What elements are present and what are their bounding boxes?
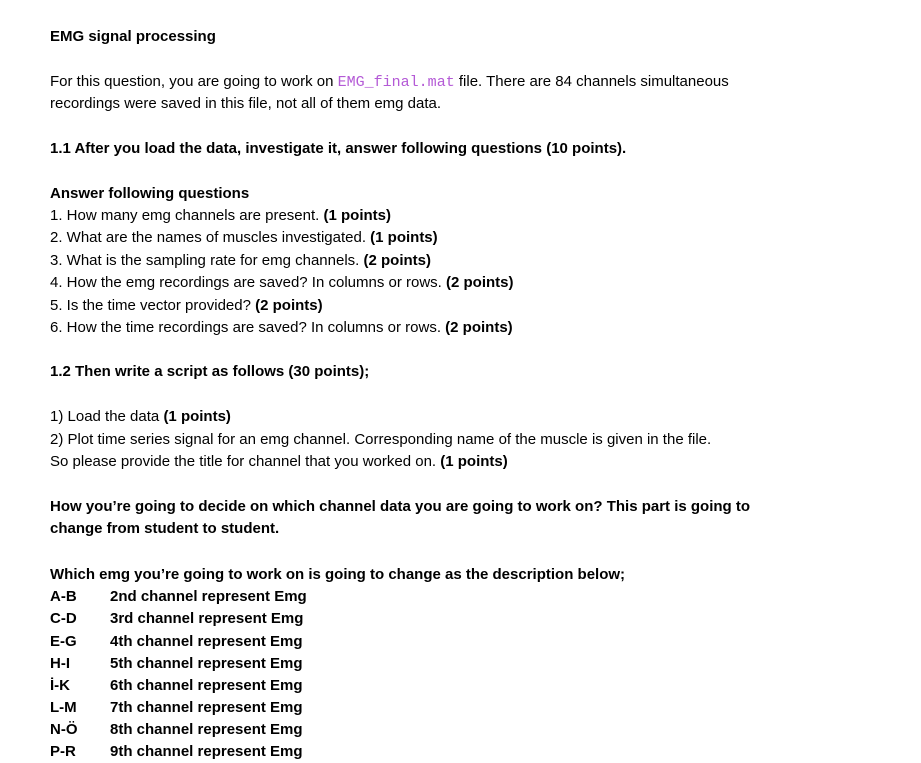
- step-2-line-2: [50, 451, 508, 473]
- range-cell: N-Ö: [50, 721, 78, 738]
- range-cell: P-R: [50, 743, 76, 760]
- question-points: (2 points): [446, 274, 514, 291]
- channel-cell: 4th channel represent Emg: [110, 633, 303, 650]
- question-item: [50, 227, 438, 249]
- question-item: [50, 272, 514, 294]
- question-text: 1. How many emg channels are present.: [50, 207, 324, 224]
- decide-line-1: How you’re going to decide on which channel data you are going to work on? This part is going to: [50, 498, 751, 515]
- range-cell: L-M: [50, 699, 77, 716]
- question-item: [50, 317, 513, 339]
- section-1-heading: 1.1 After you load the data, investigate it, answer following questions (10 points).: [50, 140, 627, 157]
- range-cell: C-D: [50, 610, 77, 627]
- assignment-heading: Which emg you’re going to work on is going to change as the description below;: [50, 566, 626, 583]
- filename: EMG_final.mat: [337, 74, 455, 91]
- question-item: [50, 250, 431, 272]
- range-cell: İ-K: [50, 677, 70, 694]
- step-text: So please provide the title for channel that you worked on.: [50, 453, 441, 470]
- question-text: 3. What is the sampling rate for emg channels.: [50, 252, 364, 269]
- step-points: (1 points): [440, 453, 508, 470]
- question-text: 6. How the time recordings are saved? In columns or rows.: [50, 319, 446, 336]
- question-text: 4. How the emg recordings are saved? In columns or rows.: [50, 274, 447, 291]
- question-points: (2 points): [363, 252, 431, 269]
- intro-prefix: For this question, you are going to work on: [50, 73, 338, 90]
- range-cell: E-G: [50, 633, 77, 650]
- step-text: 1) Load the data: [50, 408, 164, 425]
- range-cell: H-I: [50, 655, 70, 672]
- step-2-line-1: 2) Plot time series signal for an emg channel. Corresponding name of the muscle is given in the file.: [50, 431, 712, 448]
- intro-line-2: recordings were saved in this file, not all of them emg data.: [50, 95, 442, 112]
- step-1: [50, 406, 231, 428]
- question-item: [50, 295, 323, 317]
- channel-cell: 3rd channel represent Emg: [110, 610, 304, 627]
- question-points: (2 points): [255, 297, 323, 314]
- question-points: (1 points): [323, 207, 391, 224]
- channel-cell: 5th channel represent Emg: [110, 655, 303, 672]
- range-cell: A-B: [50, 588, 77, 605]
- question-text: 2. What are the names of muscles investigated.: [50, 229, 371, 246]
- question-points: (2 points): [445, 319, 513, 336]
- step-points: (1 points): [163, 408, 231, 425]
- decide-line-2: change from student to student.: [50, 520, 280, 537]
- question-item: [50, 205, 391, 227]
- channel-cell: 9th channel represent Emg: [110, 743, 303, 760]
- channel-cell: 2nd channel represent Emg: [110, 588, 307, 605]
- questions-heading: Answer following questions: [50, 185, 250, 202]
- question-points: (1 points): [370, 229, 438, 246]
- channel-cell: 6th channel represent Emg: [110, 677, 303, 694]
- intro-suffix: file. There are 84 channels simultaneous: [454, 73, 729, 90]
- document-title: EMG signal processing: [50, 28, 216, 45]
- question-text: 5. Is the time vector provided?: [50, 297, 256, 314]
- intro-line-1: [50, 71, 729, 94]
- channel-cell: 8th channel represent Emg: [110, 721, 303, 738]
- section-2-heading: 1.2 Then write a script as follows (30 points);: [50, 363, 370, 380]
- channel-cell: 7th channel represent Emg: [110, 699, 303, 716]
